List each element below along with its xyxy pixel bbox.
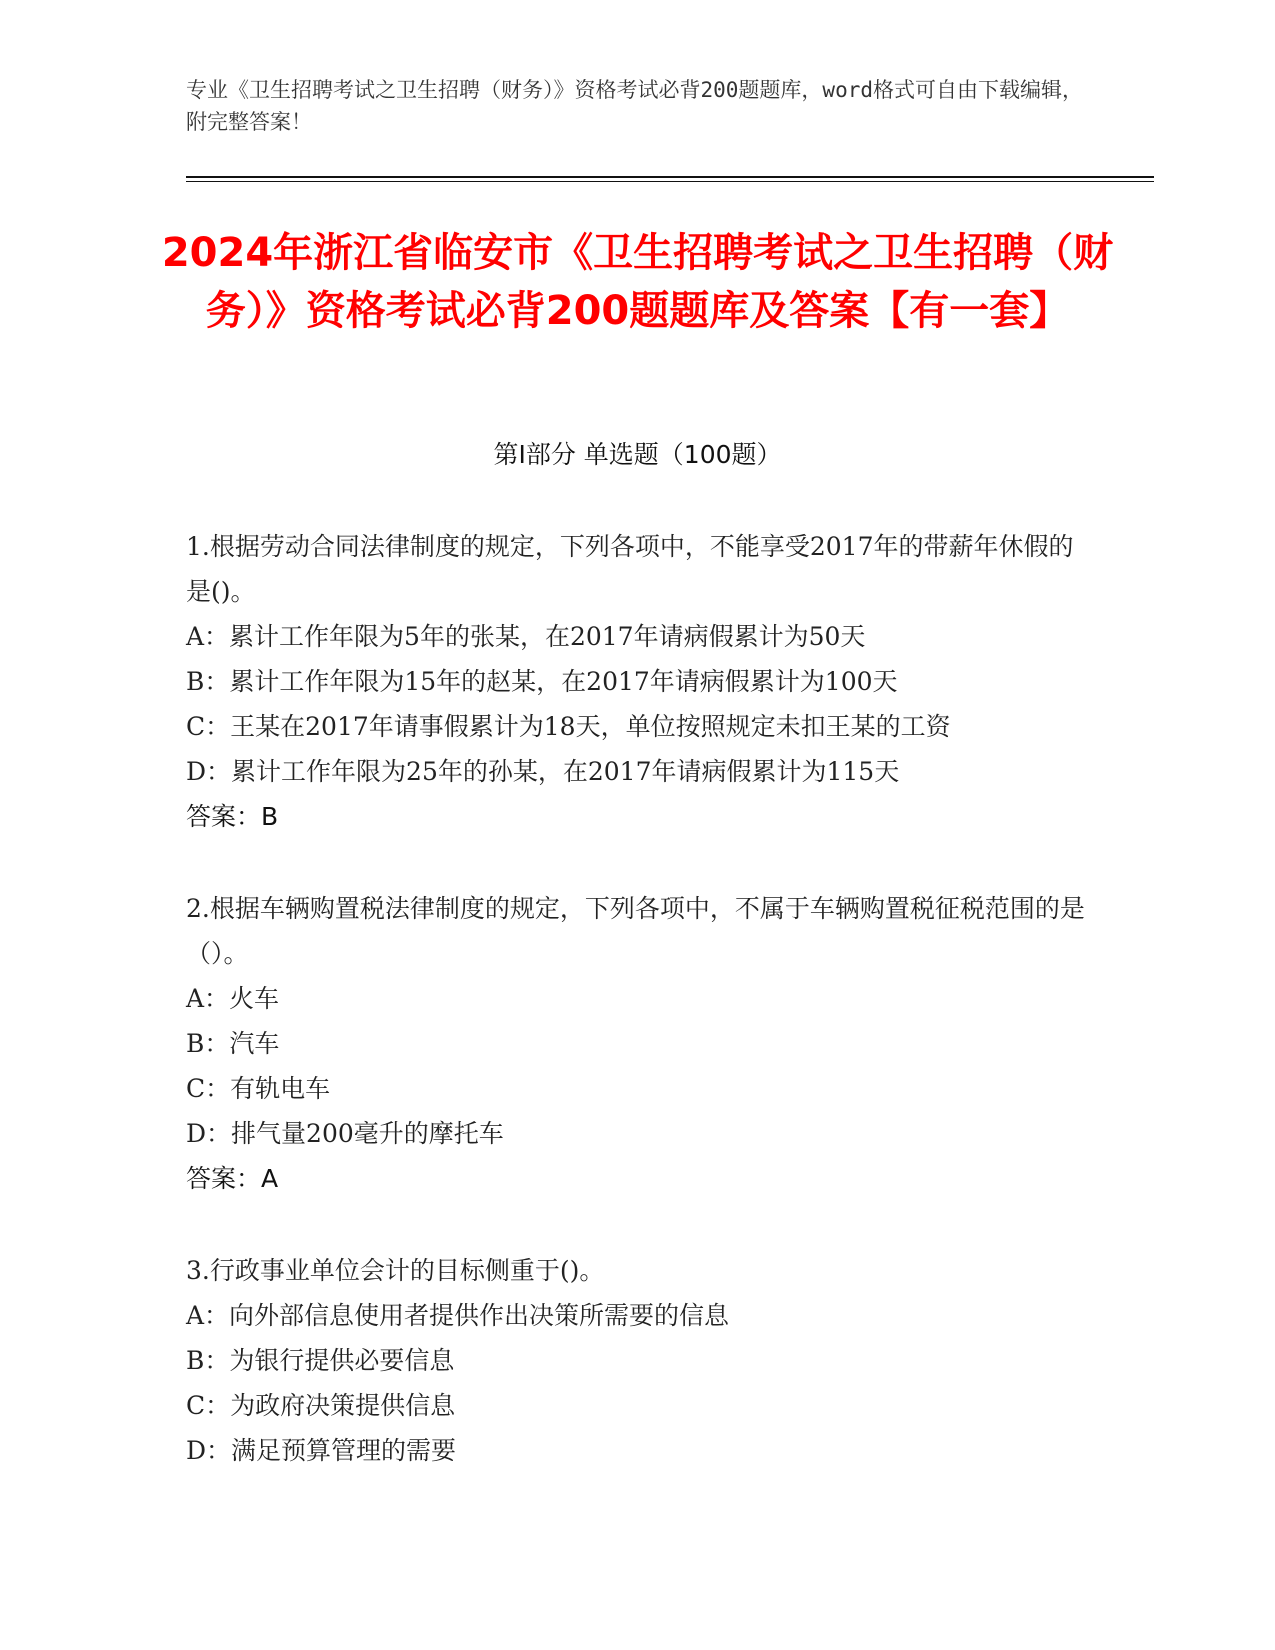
header-divider-thin [186, 181, 1154, 182]
option-c: C：为政府决策提供信息 [186, 1391, 456, 1420]
header-divider-thick [186, 176, 1154, 178]
option-d: D：累计工作年限为25年的孙某，在2017年请病假累计为115天 [186, 757, 900, 786]
option-a: A：向外部信息使用者提供作出决策所需要的信息 [186, 1301, 730, 1330]
question-stem: 3.行政事业单位会计的目标侧重于()。 [186, 1256, 605, 1285]
option-c: C：有轨电车 [186, 1074, 331, 1103]
option-b: B：累计工作年限为15年的赵某，在2017年请病假累计为100天 [186, 667, 898, 696]
header-note: 专业《卫生招聘考试之卫生招聘（财务）》资格考试必背200题题库，word格式可自由下载编辑，附完整答案！ [186, 78, 1083, 134]
option-a: A：火车 [186, 984, 280, 1013]
option-b: B：为银行提供必要信息 [186, 1346, 455, 1375]
option-d: D：排气量200毫升的摩托车 [186, 1119, 504, 1148]
option-c: C：王某在2017年请事假累计为18天，单位按照规定未扣王某的工资 [186, 712, 951, 741]
option-a: A：累计工作年限为5年的张某，在2017年请病假累计为50天 [186, 622, 866, 651]
answer-line: 答案：A [186, 1164, 279, 1193]
section-heading: 第I部分 单选题（100题） [493, 440, 782, 469]
question-block [186, 524, 1086, 839]
question-block [186, 1248, 1086, 1473]
question-stem: 1.根据劳动合同法律制度的规定，下列各项中，不能享受2017年的带薪年休假的是()。 [186, 532, 1074, 606]
question-block [186, 886, 1086, 1201]
option-b: B：汽车 [186, 1029, 280, 1058]
question-stem: 2.根据车辆购置税法律制度的规定，下列各项中，不属于车辆购置税征税范围的是（）。 [186, 894, 1085, 968]
document-title: 2024年浙江省临安市《卫生招聘考试之卫生招聘（财务）》资格考试必背200题题库及答案【有一套】 [161, 230, 1114, 334]
option-d: D：满足预算管理的需要 [186, 1436, 457, 1465]
answer-line: 答案：B [186, 802, 279, 831]
